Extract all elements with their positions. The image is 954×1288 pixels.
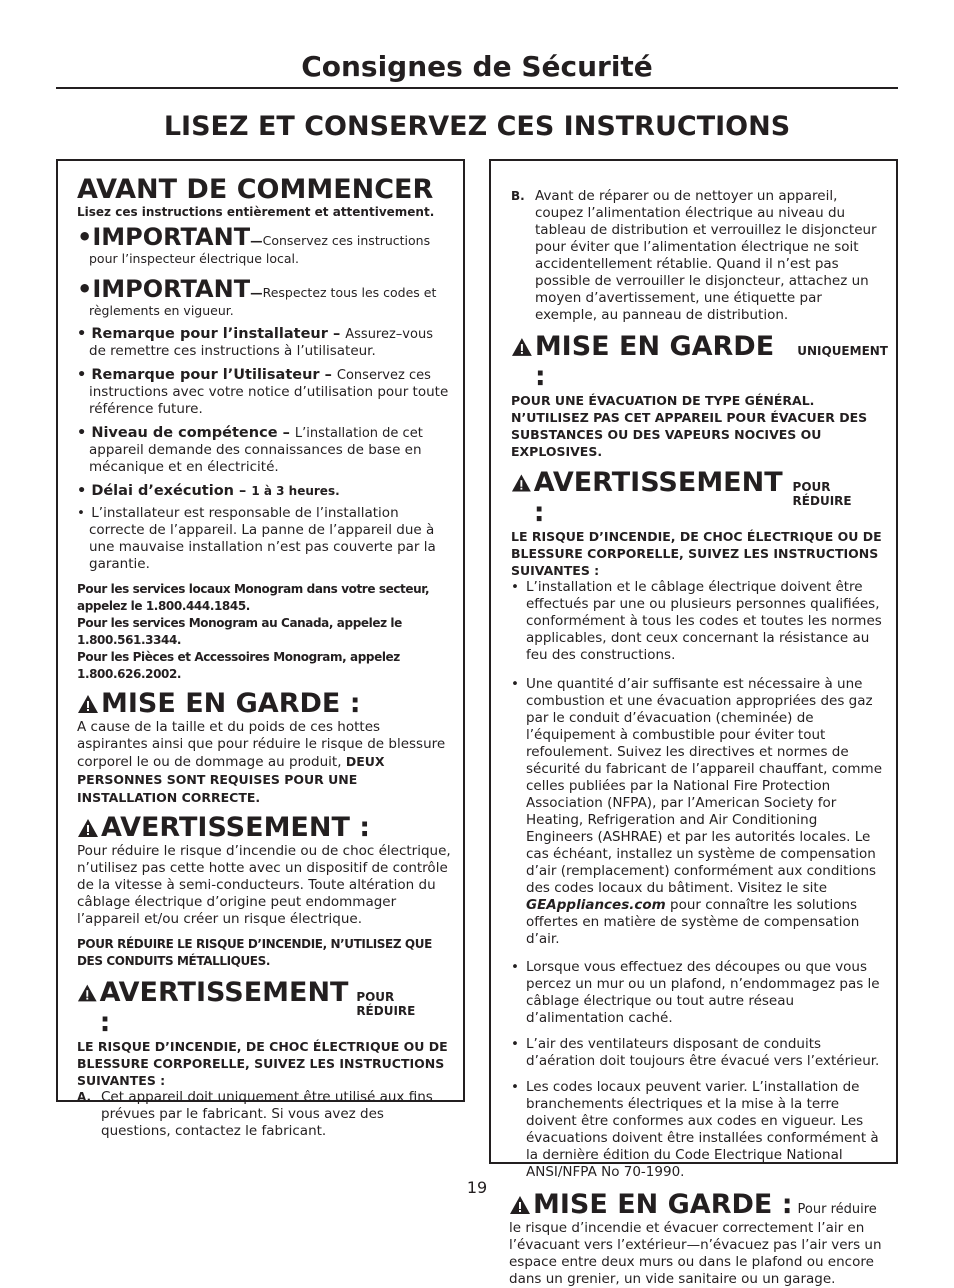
left-column-box [56,159,465,1139]
right-column-box [489,159,898,1287]
warning-triangle-icon [511,337,533,357]
note-installer-cont: de remettre ces instructions à l’utilisateur. [89,343,376,359]
caution-bold: DEUX PERSONNES SONT REQUISES POUR UNE INSTALLATION CORRECTE. [77,754,385,805]
caution-heading [511,332,888,392]
instruction-text: Cet appareil doit uniquement être utilisé aux fins prévues par le fabricant. Si vous avez des questions, contactez le fabricant. [101,1089,433,1139]
important-text-cont: pour l’inspecteur électrique local. [89,251,299,266]
contact-line: appelez le 1.800.444.1845. [77,599,250,613]
responsible-bullet: • [77,505,85,521]
instruction-letter: A. [77,1090,92,1104]
note-user [77,367,451,384]
list-item: • L’installation et le câblage électrique doivent être effectués par une ou plusieurs personnes qualifiées, conformément à tous les codes et toutes les normes applicables, dont ceux concernant la résistance au feu des constructions. [511,579,888,664]
note-user-label: • Remarque pour l’Utilisateur – [77,367,337,383]
contact-line: Pour les Pièces et Accessoires Monogram, appelez [77,650,400,664]
contact-line: 1.800.626.2002. [77,667,182,681]
responsible-text: L’installateur est responsable de l’installation [91,505,399,521]
caution-caps: POUR UNE ÉVACUATION DE TYPE GÉNÉRAL. N’UTILISEZ PAS CET APPAREIL POUR ÉVACUER DES SUBSTANCES OU DES VAPEURS NOCIVES OU EXPLOSIVES. [511,393,868,459]
page-title: Consignes de Sécurité [301,50,653,83]
warning-caps: LE RISQUE D’INCENDIE, DE CHOC ÉLECTRIQUE OU DE BLESSURE CORPORELLE, SUIVEZ LES INSTRUCTIONS SUIVANTES : [77,1039,448,1088]
important-label: IMPORTANT [92,275,251,303]
responsible-item [77,505,451,522]
list-item-text: Une quantité d’air suffisante est nécessaire à une combustion et une évacuation appropriées des gaz par le conduit d’évacuation (cheminée) de l’équipement à combustible pour éviter tout refoulement. Suivez les directives et normes de sécurité du fabricant de l’appareil chauffant, comme celles publiées par la National Fire Protection Association (NFPA), par l’American Society for Heating, Refrigeration and Air Conditioning Engineers (ASHRAE) et par les autorités locales. Le cas échéant, installez un système de compensation d’air (remplacement) conformément aux conditions des codes locaux du bâtiment. Visitez le site [526,676,883,896]
important-item-2 [77,276,451,319]
responsible-cont: correcte de l’appareil. La panne de l’appareil due à [89,522,435,538]
avant-lead: Lisez ces instructions entièrement et attentivement. [77,205,435,219]
warning-heading [511,468,888,528]
skill-level-label: • Niveau de compétence – [77,425,295,441]
warning-tail: POUR RÉDUIRE [356,990,416,1018]
caution-text: le risque d’incendie et évacuer correctement l’air en l’évacuant vers l’extérieur—n’évacuez pas l’air vers un espace entre deux murs ou dans le plafond ou encore dans un grenier, un vide sanitaire ou un garage. [509,1220,882,1287]
important-dash: — [250,285,263,300]
safety-bullet-list [511,579,888,1181]
monogram-contacts [77,581,451,683]
section-subtitle: LISEZ ET CONSERVEZ CES INSTRUCTIONS [163,111,791,142]
page-number: 19 [466,1178,488,1197]
note-user-cont: référence future. [89,401,203,417]
caution-tail: UNIQUEMENT [797,344,888,358]
note-user-text: Conservez ces [336,368,431,383]
list-item: • Les codes locaux peuvent varier. L’installation de branchements électriques et la mise à la terre doivent être conformes aux codes en vigueur. Les évacuations doivent être installées conformément à la dernière édition du Code Electrique National ANSI/NFPA No 70-1990. [511,1079,888,1181]
warning-heading-2 [77,978,451,1038]
caution-title: MISE EN GARDE : [534,331,775,392]
warning-triangle-icon [77,694,99,714]
warning-title: AVERTISSEMENT : [99,977,349,1038]
note-installer [77,326,451,343]
list-item-text: pour connaître les solutions offertes en matière de système de compensation d’air. [526,897,860,947]
instruction-text: Avant de réparer ou de nettoyer un appareil, coupez l’alimentation électrique au niveau du tableau de distribution et verrouillez le disjoncteur pour éviter que l’alimentation électrique ne soit accidentellement rétablie. Quand il n’est pas possible de verrouiller le disjoncteur, attachez un moyen d’avertissement, une étiquette par exemple, au panneau de distribution. [535,188,877,323]
warning-bold: POUR RÉDUIRE LE RISQUE D’INCENDIE, N’UTILISEZ QUE DES CONDUITS MÉTALLIQUES. [77,937,432,968]
instruction-letter: B. [511,189,525,203]
important-text: Respectez tous les codes et [262,285,437,300]
note-user-cont: instructions avec votre notice d’utilisation pour toute [89,384,449,400]
important-label: IMPORTANT [92,223,251,251]
skill-level-cont: appareil demande des connaissances de base en [89,442,422,458]
important-text: Conservez ces instructions [262,233,431,248]
skill-level [77,425,451,442]
warning-triangle-icon [77,983,98,1003]
warning-text: Pour réduire le risque d’incendie ou de choc électrique, n’utilisez pas cette hotte avec un dispositif de contrôle de la vitesse à semi-conducteurs. Toute altération du câblage électrique d’origine peut endommager l’appareil et/ou créer un risque électrique. [77,843,451,927]
warning-caps: LE RISQUE D’INCENDIE, DE CHOC ÉLECTRIQUE OU DE BLESSURE CORPORELLE, SUIVEZ LES INSTRUCTIONS SUIVANTES : [511,529,882,578]
responsible-cont: une mauvaise installation n’est pas couverte par la [89,539,436,555]
contact-line: 1.800.561.3344. [77,633,182,647]
warning-heading [77,813,451,843]
responsible-cont: garantie. [89,556,150,572]
avant-heading: AVANT DE COMMENCER [77,174,434,205]
caution-title: MISE EN GARDE : [533,1189,793,1220]
install-time-label: • Délai d’exécution – [77,483,252,499]
install-time-text: 1 à 3 heures. [251,484,340,498]
install-time [77,483,451,500]
warning-triangle-icon [509,1195,531,1215]
caution-body: A cause de la taille et du poids de ces hottes aspirantes ainsi que pour réduire le risque de blessure corporel le ou de dommage au produit, [77,719,446,770]
warning-triangle-icon [511,473,532,493]
important-text-cont: règlements en vigueur. [89,303,234,318]
list-item: • L’air des ventilateurs disposant de conduits d’aération doit toujours être évacué vers l’extérieur. [511,1036,888,1070]
important-bullet: • [77,223,93,251]
instruction-a [77,1089,451,1140]
note-installer-label: • Remarque pour l’installateur – [77,326,346,342]
skill-level-text: L’installation de cet [294,426,423,441]
note-installer-text: Assurez–vous [345,327,433,342]
caution-text [77,719,451,807]
important-item-1 [77,224,451,267]
warning-title: AVERTISSEMENT : [533,467,783,528]
contact-line: Pour les services locaux Monogram dans votre secteur, [77,582,430,596]
important-dash: — [250,233,263,248]
important-bullet: • [77,275,93,303]
caution-heading [77,689,451,719]
list-item: • Lorsque vous effectuez des découpes ou que vous percez un mur ou un plafond, n’endommagez pas le câblage électrique ou tout autre réseau d’alimentation caché. [511,959,888,1027]
contact-line: Pour les services Monogram au Canada, appelez le [77,616,402,630]
warning-title: AVERTISSEMENT : [101,812,371,843]
skill-level-cont: mécanique et en électricité. [89,459,279,475]
caution-title: MISE EN GARDE : [101,688,361,719]
list-item [511,676,888,948]
website-link: GEAppliances.com [526,897,666,913]
warning-tail: POUR RÉDUIRE [792,480,852,508]
warning-triangle-icon [77,818,99,838]
caution-tail: Pour réduire [797,1202,877,1217]
instruction-b [511,188,888,324]
title-rule [56,87,898,89]
